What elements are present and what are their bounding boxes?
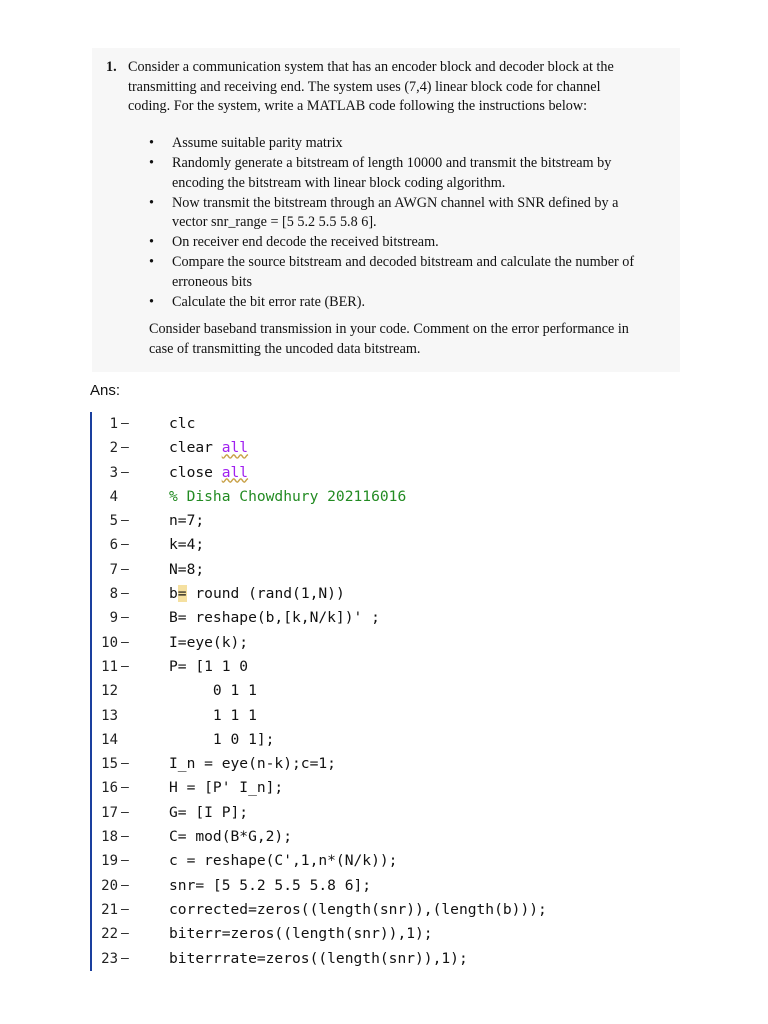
bullet-icon: • (149, 254, 154, 270)
line-number: 23 (101, 950, 118, 967)
code-text: % Disha Chowdhury 202116016 (169, 487, 407, 505)
bullet-icon: • (149, 234, 154, 250)
intro-line: Consider a communication system that has an encoder block and decoder block at the (128, 59, 614, 75)
breakpoint-marker[interactable]: – (121, 610, 129, 626)
code-line (92, 898, 612, 922)
list-item: • On receiver end decode the received bitstream. (147, 233, 667, 253)
breakpoint-marker[interactable]: – (121, 416, 129, 431)
code-line (92, 825, 612, 849)
code-line (92, 947, 612, 971)
code-text: P= [1 1 0 (169, 657, 249, 675)
line-number: 10 (101, 634, 118, 651)
code-text: N=8; (169, 560, 205, 578)
code-line (92, 485, 612, 509)
code-line (92, 776, 612, 800)
breakpoint-marker[interactable]: – (121, 586, 129, 602)
line-number: 15 (101, 756, 118, 773)
code-line (92, 461, 612, 485)
line-number: 11 (101, 658, 118, 675)
code-text: I_n = eye(n-k);c=1; (169, 755, 336, 773)
code-line (92, 679, 612, 703)
question-note: Consider baseband transmission in your code. Comment on the error performance in case of transmitting the uncoded data bitstream. (149, 321, 629, 357)
instruction-list (147, 134, 667, 313)
breakpoint-marker[interactable]: – (121, 926, 129, 942)
code-text: corrected=zeros((length(snr)),(length(b))); (169, 900, 547, 918)
line-number: 13 (101, 707, 118, 724)
code-text: biterrrate=zeros((length(snr)),1); (169, 949, 468, 967)
bullet-icon: • (149, 155, 154, 171)
line-number: 6 (109, 537, 118, 554)
breakpoint-marker[interactable]: – (121, 513, 129, 529)
code-text: snr= [5 5.2 5.5 5.8 6]; (169, 876, 372, 894)
code-text: I=eye(k); (169, 633, 249, 651)
list-item: • Assume suitable parity matrix (147, 134, 667, 154)
bullet-icon: • (149, 135, 154, 151)
question-block (92, 48, 680, 372)
line-number: 9 (109, 610, 118, 627)
intro-line: coding. For the system, write a MATLAB code following the instructions below: (128, 98, 588, 114)
line-number: 12 (101, 683, 118, 700)
code-line (92, 704, 612, 728)
line-number: 7 (109, 561, 118, 578)
breakpoint-marker[interactable]: – (121, 537, 129, 553)
code-text: 0 1 1 (169, 682, 257, 700)
answer-label: Ans: (90, 382, 121, 399)
line-number: 14 (101, 731, 118, 748)
code-line (92, 631, 612, 655)
code-text: close all (169, 463, 249, 481)
line-number: 22 (101, 926, 118, 943)
line-number: 5 (109, 513, 118, 530)
breakpoint-marker[interactable]: – (121, 877, 129, 893)
code-text: clear all (169, 439, 249, 457)
code-line (92, 655, 612, 679)
line-number: 16 (101, 780, 118, 797)
code-listing (90, 412, 612, 971)
breakpoint-marker[interactable]: – (121, 780, 129, 796)
question-intro (106, 58, 666, 117)
code-line (92, 922, 612, 946)
list-item: • Now transmit the bitstream through an AWGN channel with SNR defined by a vector snr_range = [5 5.2 5.5 5.8 6]. (149, 194, 619, 230)
breakpoint-marker[interactable]: – (121, 901, 129, 917)
line-number: 4 (109, 488, 118, 505)
breakpoint-marker[interactable]: – (121, 804, 129, 820)
code-text: 1 0 1]; (169, 730, 275, 748)
code-text: B= reshape(b,[k,N/k])' ; (169, 609, 380, 627)
code-text: clc (169, 415, 196, 432)
list-item: • Randomly generate a bitstream of length 10000 and transmit the bitstream by encoding the bitstream with linear block coding algorithm. (149, 155, 612, 191)
line-number: 17 (101, 804, 118, 821)
code-line (92, 412, 612, 436)
code-line (92, 606, 612, 630)
line-number: 1 (109, 416, 118, 432)
code-line (92, 533, 612, 557)
breakpoint-marker[interactable]: – (121, 829, 129, 845)
code-text: k=4; (169, 536, 205, 554)
breakpoint-marker[interactable]: – (121, 561, 129, 577)
line-number: 20 (101, 877, 118, 894)
code-text: c = reshape(C',1,n*(N/k)); (169, 852, 398, 870)
breakpoint-marker[interactable]: – (121, 756, 129, 772)
code-text: H = [P' I_n]; (169, 779, 284, 797)
question-number: 1. (106, 59, 117, 75)
line-number: 2 (109, 440, 118, 457)
code-line (92, 728, 612, 752)
code-line (92, 801, 612, 825)
code-line (92, 752, 612, 776)
list-item: • Calculate the bit error rate (BER). (147, 293, 667, 313)
line-number: 18 (101, 829, 118, 846)
intro-line: transmitting and receiving end. The system uses (7,4) linear block code for channel (128, 78, 601, 95)
line-number: 8 (109, 586, 118, 603)
bullet-icon: • (149, 293, 154, 310)
code-line (92, 558, 612, 582)
code-line (92, 436, 612, 460)
code-line (92, 874, 612, 898)
code-text: 1 1 1 (169, 706, 257, 724)
code-text: n=7; (169, 512, 205, 530)
breakpoint-marker[interactable]: – (121, 634, 129, 650)
breakpoint-marker[interactable]: – (121, 658, 129, 674)
breakpoint-marker[interactable]: – (121, 464, 129, 480)
code-text: C= mod(B*G,2); (169, 828, 293, 846)
code-line (92, 509, 612, 533)
code-line (92, 849, 612, 873)
breakpoint-marker[interactable]: – (121, 440, 129, 456)
line-number: 3 (109, 464, 118, 481)
code-line (92, 582, 612, 606)
code-text: G= [I P]; (169, 803, 249, 821)
code-text: b= round (rand(1,N)) (169, 585, 345, 603)
list-item: • Compare the source bitstream and decoded bitstream and calculate the number of erroneous bits (149, 254, 635, 290)
line-number: 21 (101, 901, 118, 918)
code-text: biterr=zeros((length(snr)),1); (169, 925, 433, 943)
bullet-icon: • (149, 194, 154, 211)
breakpoint-marker[interactable]: – (121, 853, 129, 869)
line-number: 19 (101, 853, 118, 870)
breakpoint-marker[interactable]: – (121, 950, 129, 966)
